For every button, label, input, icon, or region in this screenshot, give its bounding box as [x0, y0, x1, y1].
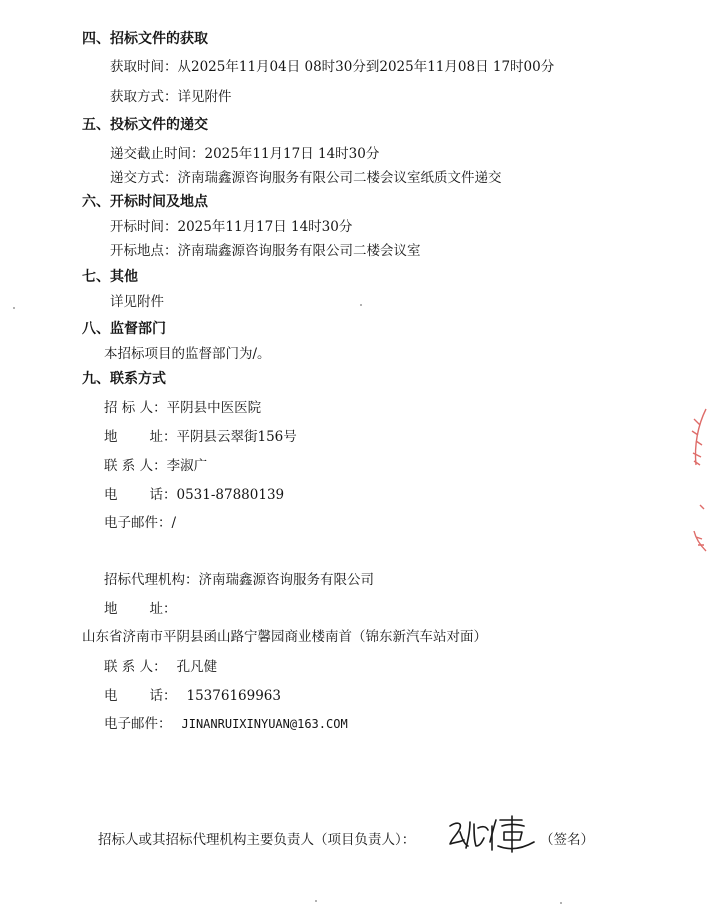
obtain-method-line: [110, 88, 232, 106]
agency-contact-value: 孔凡健: [176, 659, 218, 675]
tenderer-contact-line: [104, 457, 207, 475]
tenderer-phone-label-b: 话：: [149, 487, 177, 503]
agency-contact-label: 联 系 人：: [104, 659, 167, 675]
tenderer-name-value: 平阴县中医医院: [166, 400, 262, 416]
tenderer-name-line: [104, 399, 261, 417]
tenderer-email-line: [104, 514, 176, 532]
opening-time-label: 开标时间：: [110, 219, 178, 235]
opening-place-line: [110, 242, 421, 260]
obtain-method-label: 获取方式：: [110, 89, 178, 105]
signature-suffix: （签名）: [540, 832, 594, 848]
agency-name-label: 招标代理机构：: [104, 572, 199, 588]
section-6-title: 六、开标时间及地点: [82, 194, 208, 210]
scan-speck: [315, 900, 317, 902]
tenderer-email-label: 电子邮件：: [104, 515, 172, 531]
section-7-text: 详见附件: [110, 294, 164, 310]
submit-deadline-value: 2025年11月17日 14时30分: [204, 146, 380, 162]
tenderer-contact-value: 李淑广: [166, 458, 208, 474]
opening-place-value: 济南瑞鑫源咨询服务有限公司二楼会议室: [177, 243, 421, 259]
agency-contact-line: [104, 658, 217, 676]
section-8-title: 八、监督部门: [82, 321, 166, 337]
tenderer-address-value: 平阴县云翠街156号: [176, 429, 297, 445]
section-4-title: 四、招标文件的获取: [82, 31, 208, 47]
obtain-time-value: 从2025年11月04日 08时30分到2025年11月08日 17时00分: [177, 59, 555, 75]
agency-address-value: 山东省济南市平阴县函山路宁馨园商业楼南首（锦东新汽车站对面）: [82, 629, 487, 645]
section-9-title: 九、联系方式: [82, 371, 166, 387]
submit-deadline-label: 递交截止时间：: [110, 146, 205, 162]
tenderer-phone-line: [104, 486, 284, 504]
agency-email-value: JINANRUIXINYUAN@163.COM: [181, 717, 348, 731]
obtain-time-line: [110, 58, 554, 76]
agency-phone-label-b: 话：: [149, 688, 177, 704]
obtain-time-label: 获取时间：: [110, 59, 178, 75]
signature-prefix: 招标人或其招标代理机构主要负责人（项目负责人）：: [98, 832, 416, 848]
agency-email-label: 电子邮件：: [104, 716, 172, 732]
obtain-method-value: 详见附件: [177, 89, 232, 105]
opening-time-line: [110, 218, 352, 236]
agency-phone-label-a: 电: [104, 688, 118, 704]
submit-method-line: [110, 169, 502, 187]
agency-email-line: [104, 715, 348, 733]
agency-address-label-a: 地: [104, 601, 118, 617]
tenderer-name-label: 招 标 人：: [104, 400, 167, 416]
scan-speck: [13, 307, 15, 309]
section-8-text: 本招标项目的监督部门为/。: [104, 346, 271, 362]
tenderer-address-line: [104, 428, 297, 446]
submit-deadline-line: [110, 145, 379, 163]
submit-method-value: 济南瑞鑫源咨询服务有限公司二楼会议室纸质文件递交: [177, 170, 502, 186]
opening-time-value: 2025年11月17日 14时30分: [177, 219, 353, 235]
scan-speck: [360, 304, 362, 306]
tenderer-phone-label-a: 电: [104, 487, 118, 503]
tenderer-phone-value: 0531-87880139: [176, 487, 285, 503]
agency-phone-line: [104, 687, 281, 705]
agency-name-value: 济南瑞鑫源咨询服务有限公司: [198, 572, 374, 588]
agency-phone-value: 15376169963: [186, 688, 281, 704]
agency-address-label-line: [104, 600, 177, 618]
agency-name-line: [104, 571, 374, 589]
submit-method-label: 递交方式：: [110, 170, 178, 186]
section-7-title: 七、其他: [82, 269, 138, 285]
handwritten-signature: [446, 812, 538, 856]
opening-place-label: 开标地点：: [110, 243, 178, 259]
tenderer-address-label-a: 地: [104, 429, 118, 445]
tenderer-contact-label: 联 系 人：: [104, 458, 167, 474]
scan-speck: [560, 902, 562, 904]
seal-stamp-fragment: [688, 405, 707, 555]
agency-address-label-b: 址：: [149, 601, 177, 617]
tenderer-address-label-b: 址：: [149, 429, 177, 445]
section-5-title: 五、投标文件的递交: [82, 117, 208, 133]
tenderer-email-value: /: [171, 515, 177, 531]
